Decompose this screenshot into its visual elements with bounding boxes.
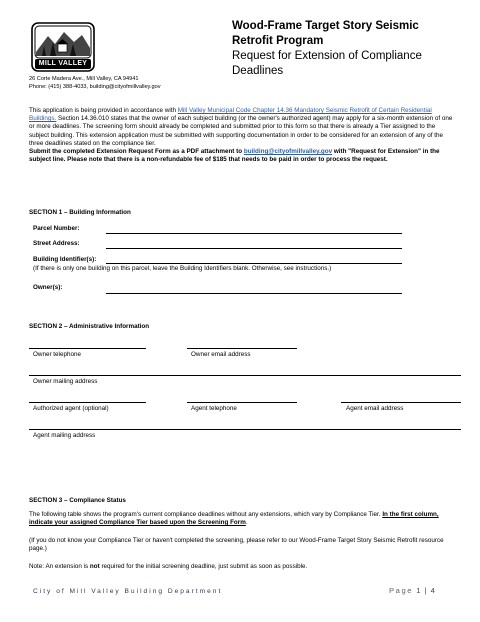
note-text-c: required for the initial screening deadline, just submit as soon as possible. bbox=[99, 563, 308, 570]
section1-heading: SECTION 1 – Building Information bbox=[29, 209, 131, 216]
intro-text bbox=[29, 107, 454, 164]
section3-text-c: . bbox=[245, 519, 248, 527]
building-identifier-label: Building Identifier(s): bbox=[33, 256, 97, 263]
owner-email-field[interactable] bbox=[187, 348, 297, 349]
section3-text-a: The following table shows the program's current compliance deadlines without any extensions, which vary by Compliance Tier. bbox=[29, 511, 383, 518]
note-text-a: Note: An extension is bbox=[29, 563, 90, 570]
section3-paragraph-1 bbox=[29, 511, 453, 527]
section3-instruction: In the first column, indicate your assigned Compliance Tier based upon the Screening Form bbox=[29, 511, 439, 527]
email-link[interactable]: building@cityofmillvalley.gov bbox=[243, 148, 333, 156]
city-logo bbox=[30, 22, 96, 72]
street-address-label: Street Address: bbox=[33, 240, 80, 247]
intro-text-a: This application is being provided in accordance with bbox=[29, 107, 178, 114]
section2-heading: SECTION 2 – Administrative Information bbox=[29, 323, 150, 330]
section3-heading: SECTION 3 – Compliance Status bbox=[29, 497, 126, 504]
page-number bbox=[389, 586, 436, 595]
agent-mailing-field[interactable] bbox=[29, 429, 461, 430]
owner-mailing-field[interactable] bbox=[29, 375, 461, 376]
agent-telephone-label: Agent telephone bbox=[191, 405, 237, 412]
office-address bbox=[29, 75, 161, 91]
footer-department: City of Mill Valley Building Department bbox=[33, 588, 223, 595]
intro-paragraph-1 bbox=[29, 107, 454, 148]
agent-email-label: Agent email address bbox=[346, 405, 404, 412]
authorized-agent-label: Authorized agent (optional) bbox=[33, 405, 109, 412]
section3-paragraph-2: (If you do not know your Compliance Tier or haven't completed the screening, please refer to our Wood-Frame Target Story Seismic Retrofit resource page.) bbox=[29, 537, 444, 553]
phone-email-line: Phone: (415) 388-4033, building@cityofmillvalley.gov bbox=[29, 84, 161, 90]
agent-telephone-field[interactable] bbox=[187, 402, 297, 403]
parcel-number-label: Parcel Number: bbox=[33, 225, 80, 232]
authorized-agent-field[interactable] bbox=[29, 402, 146, 403]
building-identifier-note: (If there is only one building on this parcel, leave the Building Identifiers blank. Otherwise, see instructions.) bbox=[33, 265, 332, 272]
owners-field[interactable] bbox=[106, 293, 402, 294]
owner-telephone-field[interactable] bbox=[29, 348, 146, 349]
page-word: Page bbox=[389, 586, 414, 595]
building-identifier-field[interactable] bbox=[106, 263, 402, 264]
submit-text-a: Submit the completed Extension Request Form as a PDF attachment to bbox=[29, 148, 244, 156]
submit-text-b: with "Request for Extension" in the subject line. Please note that there is a non-refundable fee of $185 that needs to be paid in order to process the request. bbox=[29, 148, 440, 164]
intro-paragraph-2 bbox=[29, 148, 454, 164]
note-text-b: not bbox=[89, 563, 100, 570]
agent-email-field[interactable] bbox=[341, 402, 461, 403]
section3-note bbox=[29, 563, 453, 571]
program-title-line1: Wood-Frame Target Story Seismic bbox=[232, 20, 419, 32]
owners-label: Owner(s): bbox=[33, 284, 63, 291]
form-title-line2: Deadlines bbox=[232, 65, 284, 77]
document-title bbox=[232, 19, 462, 79]
owner-email-label: Owner email address bbox=[191, 351, 251, 358]
street-address-field[interactable] bbox=[106, 248, 402, 249]
parcel-number-field[interactable] bbox=[106, 233, 402, 234]
address-line: 26 Corte Madera Ave., Mill Valley, CA 94941 bbox=[29, 76, 139, 82]
intro-text-b: Section 14.36.010 states that the owner of each subject building (or the owner's authorized agent) may apply for a six-month extension of one or more deadlines. The screening form should already be completed and submitted prior to this form so that there is already a Tier assigned to the subject building. This extension application must be submitted with supporting documentation in order to be considered for an extension of any of the three deadlines stated on the compliance tier. bbox=[29, 115, 453, 147]
agent-mailing-label: Agent mailing address bbox=[33, 432, 96, 439]
logo-text: MILL VALLEY bbox=[38, 60, 88, 67]
municipal-code-link[interactable]: Mill Valley Municipal Code Chapter 14.36 Mandatory Seismic Retrofit of Certain Residential Buildings. bbox=[29, 107, 432, 123]
form-title-line1: Request for Extension of Compliance bbox=[232, 50, 422, 62]
owner-telephone-label: Owner telephone bbox=[33, 351, 81, 358]
owner-mailing-label: Owner mailing address bbox=[33, 378, 98, 385]
program-title-line2: Retrofit Program bbox=[232, 35, 324, 47]
page-count: 1 | 4 bbox=[416, 586, 436, 595]
